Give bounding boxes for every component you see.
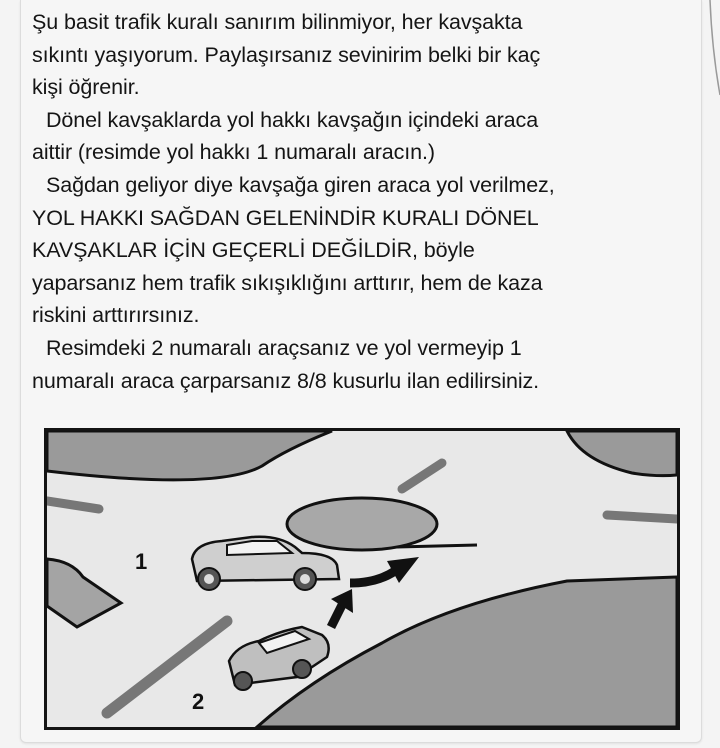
text-line: Şu basit trafik kuralı sanırım bilinmiyor, her kavşakta [32,10,523,34]
text-line: sıkıntı yaşıyorum. Paylaşırsanız sevinirim belki bir kaç [32,42,541,67]
roundabout-illustration [44,428,680,730]
car-2-label: 2 [192,689,205,714]
text-line: yaparsanız hem trafik sıkışıklığını arttırır, hem de kaza [32,270,543,295]
text-line: kişi öğrenir. [32,75,140,100]
text-line: Sağdan geliyor diye kavşağa giren araca yol verilmez, [46,172,555,197]
text-line: riskini arttırırsınız. [32,303,200,328]
text-line: Resimdeki 2 numaralı araçsanız ve yol vermeyip 1 [46,335,522,360]
text-line: YOL HAKKI SAĞDAN GELENİNDİR KURALI DÖNEL [32,205,539,230]
paragraph-4 [32,332,682,397]
paragraph-1 [32,6,682,104]
text-line: numaralı araca çarparsanız 8/8 kusurlu ilan edilirsiniz. [32,368,540,393]
lane-mark [607,515,677,519]
text-line: Dönel kavşaklarda yol hakkı kavşağın içindeki araca [46,107,539,132]
scroll-edge-mark [708,0,720,100]
car-1-label: 1 [135,549,148,574]
paragraph-3 [32,169,682,332]
text-line: aittir (resimde yol hakkı 1 numaralı aracın.) [32,140,435,165]
paragraph-2 [32,104,682,169]
roundabout-svg [47,431,677,727]
text-line: KAVŞAKLAR İÇİN GEÇERLİ DEĞİLDİR, böyle [32,238,475,263]
central-island [287,498,437,550]
post-text [32,6,682,397]
